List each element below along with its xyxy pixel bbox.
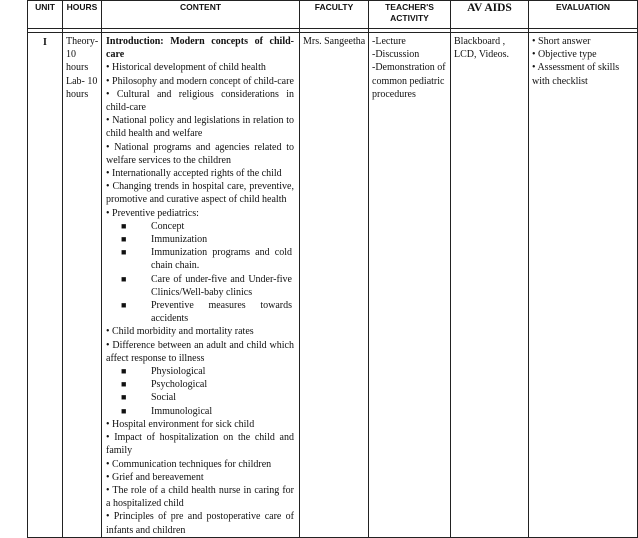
content-item: • Internationally accepted rights of the child <box>106 168 282 180</box>
content-item: • Communication techniques for children <box>106 458 272 470</box>
content-item: • Grief and bereavement <box>106 471 204 483</box>
unit-row <box>28 33 638 538</box>
evaluation-item: • Assessment of skills with checklist <box>532 62 620 87</box>
sub-item: ■ Concept <box>121 220 185 232</box>
header-unit: UNIT <box>28 1 63 29</box>
square-bullet-icon: ■ <box>121 234 127 245</box>
sub-item: ■ Physiological <box>121 366 206 378</box>
hours-line: Theory- <box>66 36 99 47</box>
syllabus-table <box>27 0 638 538</box>
header-teacher-activity: TEACHER'S ACTIVITY <box>369 1 451 29</box>
hours-line: Lab- 10 <box>66 75 98 87</box>
sub-item: ■ Care of under-five and Under-five Clinics/Well-baby clinics <box>121 273 292 298</box>
square-bullet-icon: ■ <box>121 392 127 403</box>
teacher-activity-cell <box>369 33 451 538</box>
faculty-name: Mrs. Sangeetha <box>300 33 369 538</box>
content-item: • Historical development of child health <box>106 62 266 74</box>
sub-item: ■ Immunization programs and cold chain chain. <box>121 247 292 272</box>
evaluation-item: • Short answer <box>532 36 591 47</box>
square-bullet-icon: ■ <box>121 405 127 416</box>
hours-cell <box>63 33 102 538</box>
square-bullet-icon: ■ <box>121 366 127 377</box>
av-aids-text: Blackboard , LCD, Videos. <box>451 33 529 538</box>
content-item: • Child morbidity and mortality rates <box>106 326 254 338</box>
square-bullet-icon: ■ <box>121 379 127 390</box>
square-bullet-icon: ■ <box>121 300 127 311</box>
hours-line: 10 <box>66 49 76 61</box>
header-faculty: FACULTY <box>300 1 369 29</box>
content-item: • Philosophy and modern concept of child-care <box>106 75 294 87</box>
content-item: • Preventive pediatrics: <box>106 207 199 219</box>
sub-item: ■ Preventive measures towards accidents <box>121 300 292 325</box>
square-bullet-icon: ■ <box>121 273 127 284</box>
header-content: CONTENT <box>102 1 300 29</box>
hours-line: hours <box>66 88 89 100</box>
content-item: • Hospital environment for sick child <box>106 418 255 430</box>
square-bullet-icon: ■ <box>121 247 127 258</box>
activity-item: -Lecture <box>372 36 406 47</box>
sub-item: ■ Immunological <box>121 405 213 417</box>
header-av-aids: AV AIDS <box>451 1 529 29</box>
content-item: • Impact of hospitalization on the child and family <box>106 432 294 457</box>
sub-item: ■ Immunization <box>121 234 208 246</box>
unit-number: I <box>28 33 63 538</box>
activity-item: -Discussion <box>372 49 420 61</box>
content-item: • National policy and legislations in relation to child health and welfare <box>106 115 294 140</box>
sub-item: ■ Social <box>121 392 176 404</box>
content-item: • National programs and agencies related to welfare services to the children <box>106 141 294 166</box>
activity-item: -Demonstration of common pediatric procedures <box>372 62 446 100</box>
header-hours: HOURS <box>63 1 102 29</box>
header-evaluation: EVALUATION <box>529 1 638 29</box>
header-row <box>28 1 638 29</box>
content-cell <box>102 33 300 538</box>
sub-item: ■ Psychological <box>121 379 208 391</box>
content-title: Introduction: Modern concepts of child- care <box>106 36 294 61</box>
evaluation-cell <box>529 33 638 538</box>
hours-line: hours <box>66 62 89 74</box>
content-item: • The role of a child health nurse in caring for a hospitalized child <box>106 484 294 510</box>
square-bullet-icon: ■ <box>121 220 127 231</box>
content-item: • Difference between an adult and child which affect response to illness <box>106 339 294 364</box>
content-item: • Cultural and religious considerations in child-care <box>106 88 294 114</box>
evaluation-item: • Objective type <box>532 49 597 61</box>
content-item: • Changing trends in hospital care, preventive, promotive and curative aspect of child health <box>106 181 294 206</box>
content-item: • Principles of pre and postoperative care of infants and children <box>106 511 294 536</box>
